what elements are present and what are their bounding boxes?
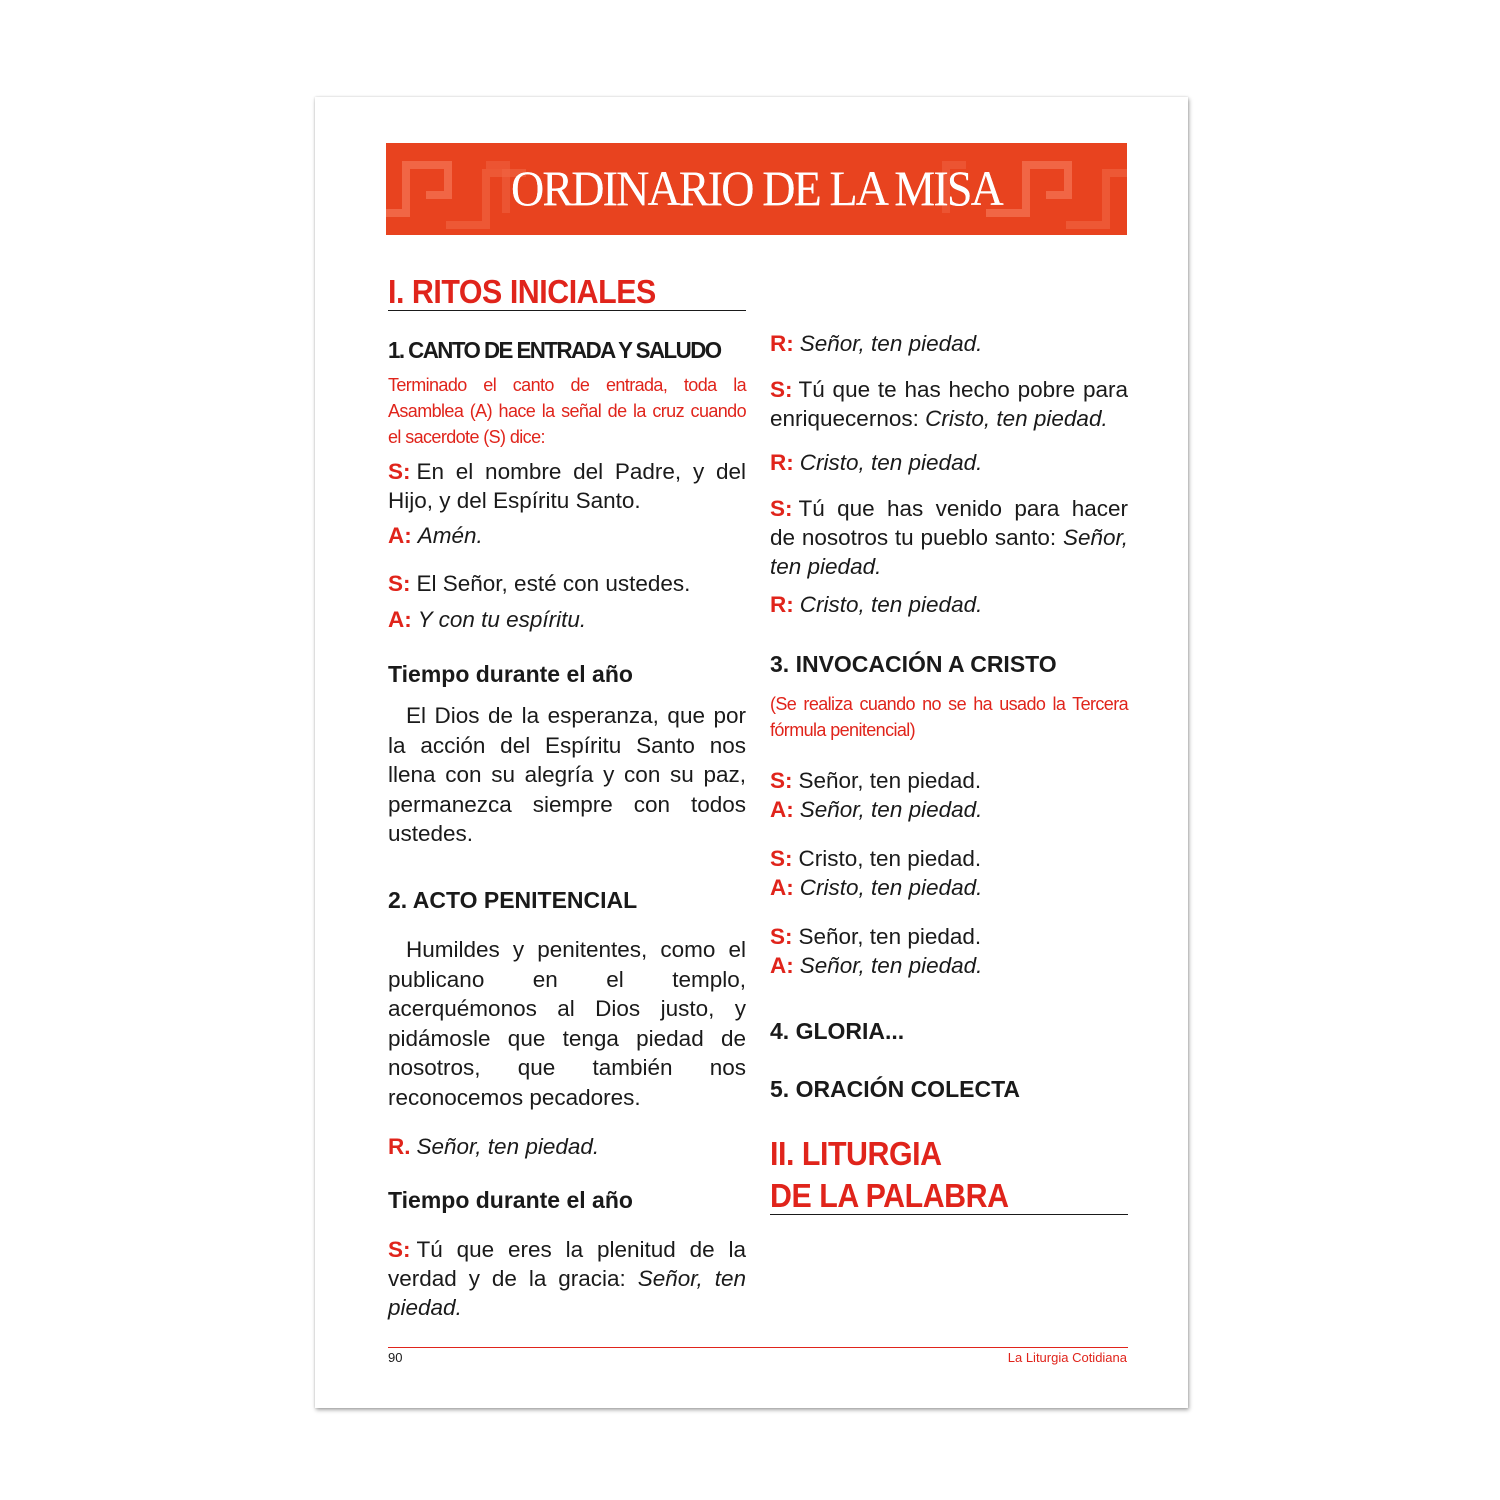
line-a1: A: Amén.	[388, 523, 483, 548]
heading-acto-penitencial: 2. ACTO PENITENCIAL	[388, 887, 638, 913]
section-heading-ritos: I. RITOS INICIALES	[388, 273, 656, 310]
heading-tiempo-1: Tiempo durante el año	[388, 661, 633, 687]
paragraph-tiempo-1: El Dios de la esperanza, que por la acción del Espíritu Santo nos llena con su alegría y con su paz, permanezca siempre con todos ustedes.	[388, 703, 746, 846]
heading-colecta: 5. ORACIÓN COLECTA	[770, 1076, 1021, 1102]
section-rule	[388, 310, 746, 311]
section-heading-liturgia-1: II. LITURGIA	[770, 1135, 942, 1172]
line-inv-a3: A: Señor, ten piedad.	[770, 953, 983, 978]
section-heading-liturgia-2: DE LA PALABRA	[770, 1177, 1009, 1214]
line-r3: R: Cristo, ten piedad.	[770, 592, 983, 617]
line-inv-s2: S: Cristo, ten piedad.	[770, 846, 982, 871]
rubric-canto: Terminado el canto de entrada, toda la Asamblea (A) hace la señal de la cruz cuando el sacerdote (S) dice:	[388, 375, 746, 447]
line-a2: A: Y con tu espíritu.	[388, 607, 587, 632]
footer-rule	[388, 1347, 1128, 1348]
line-r1: R: Señor, ten piedad.	[770, 331, 983, 356]
line-s1: S: En el nombre del Padre, y del Hijo, y del Espíritu Santo.	[388, 459, 746, 513]
line-inv-a2: A: Cristo, ten piedad.	[770, 875, 983, 900]
rubric-invocacion: (Se realiza cuando no se ha usado la Tercera fórmula penitencial)	[770, 694, 1128, 740]
section-rule-2	[770, 1214, 1128, 1215]
banner-title: ORDINARIO DE LA MISA	[511, 160, 1002, 216]
paragraph-acto: Humildes y penitentes, como el publicano en el templo, acerquémonos al Dios justo, y pidámosle que tenga piedad de nosotros, que también nos reconocemos pecadores.	[388, 937, 746, 1110]
page-number: 90	[388, 1350, 403, 1365]
line-inv-s1: S: Señor, ten piedad.	[770, 768, 982, 793]
publication-title: La Liturgia Cotidiana	[1007, 1350, 1127, 1365]
line-r-acto: R. Señor, ten piedad.	[388, 1134, 600, 1159]
heading-gloria: 4. GLORIA...	[770, 1018, 905, 1044]
book-page	[315, 97, 1188, 1408]
title-banner	[386, 143, 1127, 235]
line-s2: S: El Señor, esté con ustedes.	[388, 571, 691, 596]
line-r2: R: Cristo, ten piedad.	[770, 450, 983, 475]
line-s2-right: S: Tú que has venido para hacer de nosotros tu pueblo santo: Señor, ten piedad.	[770, 496, 1128, 579]
line-inv-s3: S: Señor, ten piedad.	[770, 924, 982, 949]
line-s-tiempo-2: S: Tú que eres la plenitud de la verdad y de la gracia: Señor, ten piedad.	[388, 1237, 746, 1320]
heading-tiempo-2: Tiempo durante el año	[388, 1187, 633, 1213]
line-s1-right: S: Tú que te has hecho pobre para enriquecernos: Cristo, ten piedad.	[770, 377, 1128, 431]
heading-invocacion: 3. INVOCACIÓN A CRISTO	[770, 651, 1057, 677]
heading-canto: 1. CANTO DE ENTRADA Y SALUDO	[388, 337, 721, 363]
line-inv-a1: A: Señor, ten piedad.	[770, 797, 983, 822]
